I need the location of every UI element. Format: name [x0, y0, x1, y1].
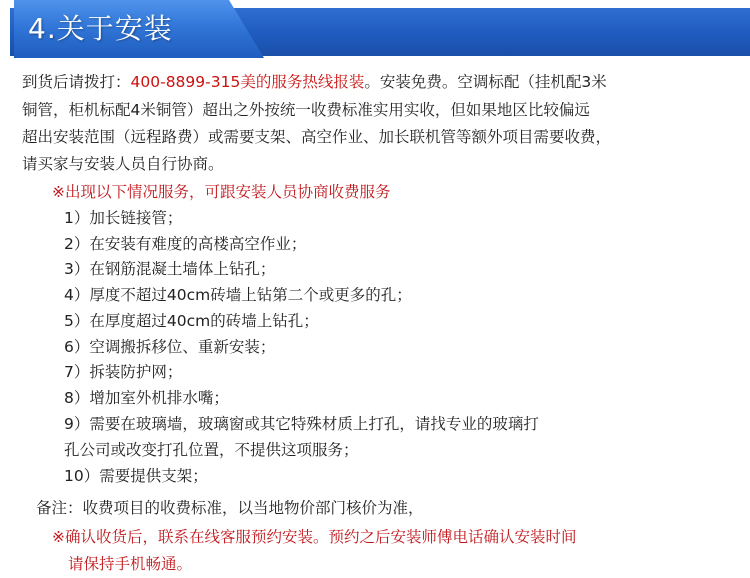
list-item: 9）需要在玻璃墙，玻璃窗或其它特殊材质上打孔，请找专业的玻璃打 [64, 415, 539, 433]
confirm-line-2: 请保持手机畅通。 [68, 555, 193, 573]
notice-title: ※出现以下情况服务，可跟安装人员协商收费服务 [52, 183, 391, 201]
list-item: 10）需要提供支架； [64, 467, 208, 485]
list-item: 8）增加室外机排水嘴； [64, 389, 229, 407]
list-item: 2）在安装有难度的高楼高空作业； [64, 235, 307, 253]
list-item: 4）厚度不超过40cm砖墙上钻第二个或更多的孔； [64, 286, 412, 304]
list-item: 孔公司或改变打孔位置，不提供这项服务； [64, 441, 359, 459]
intro-line-2: 铜管，柜机标配4米铜管）超出之外按统一收费标准实用实收，但如果地区比较偏远 [22, 101, 590, 119]
list-item: 5）在厚度超过40cm的砖墙上钻孔； [64, 312, 319, 330]
list-item: 6）空调搬拆移位、重新安装； [64, 338, 276, 356]
header-edge [0, 8, 10, 56]
intro-suffix: 。安装免费。空调标配（挂机配3米 [364, 73, 607, 91]
section-header [0, 0, 750, 62]
confirm-line-1: ※确认收货后，联系在线客服预约安装。预约之后安装师傅电话确认安装时间 [52, 528, 577, 546]
list-item: 7）拆装防护网； [64, 363, 183, 381]
hotline-text: 400-8899-315美的服务热线报装 [130, 73, 365, 91]
list-item: 1）加长链接管； [64, 209, 183, 227]
remark-text: 备注：收费项目的收费标准，以当地物价部门核价为准， [36, 499, 424, 517]
intro-line-4: 请买家与安装人员自行协商。 [22, 155, 224, 173]
intro-prefix: 到货后请拨打： [22, 73, 131, 91]
list-item: 3）在钢筋混凝土墙体上钻孔； [64, 260, 276, 278]
section-title: 4.关于安装 [28, 12, 173, 45]
intro-line-3: 超出安装范围（远程路费）或需要支架、高空作业、加长联机管等额外项目需要收费， [22, 128, 612, 146]
intro-line-1 [22, 70, 607, 94]
